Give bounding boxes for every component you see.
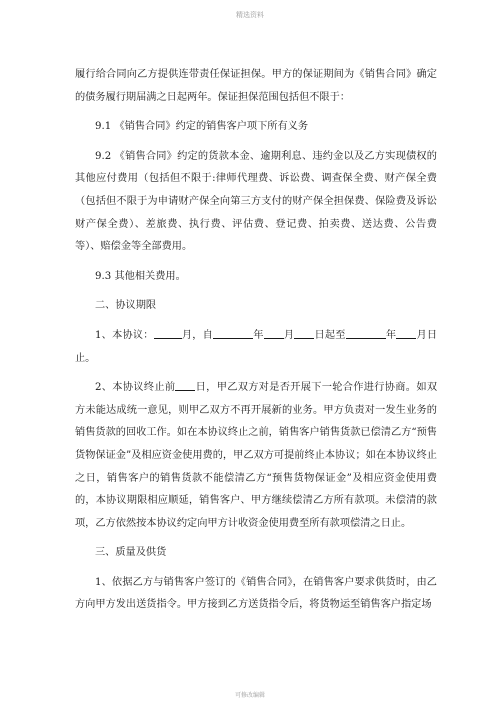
blank-days-before: [175, 380, 195, 391]
document-body: [75, 64, 437, 617]
paragraph-quality-1: 1、依据乙方与销售客户签订的《销售合同》，在销售客户要求供货时，由乙方向甲方发出送货指令。甲方接到乙方送货指令后，将货物运至销售客户指定场: [75, 576, 437, 611]
term-text-a: 1、本协议：: [95, 329, 154, 341]
term-text-h: 日止。: [75, 329, 438, 364]
blank-end-month: [396, 328, 416, 339]
term2-text-b: 日，甲乙双方对是否开展下一轮合作进行协商。如双方未能达成统一意见，则甲乙双方不再开展新的业务。甲方负责对一发生业务的销售货款的回收工作。如在本协议终止之前，销售客户销售货款已偿清乙方“预售货物保证金”及相应资金使用费的，甲乙双方可提前终止本协议；如在本协议终止之日，销售客户的销售货款不能偿清乙方“预售货物保证金”及相应资金使用费的，本协议期限相应顺延，销售客户、甲方继续偿清乙方所有款项。未偿清的款项，乙方依然按本协议约定向甲方计收资金使用费至所有款项偿清之日止。: [75, 382, 438, 529]
term-text-e: 日起至: [314, 329, 346, 341]
blank-months: [154, 328, 182, 339]
blank-start-year: [213, 328, 253, 339]
term-text-f: 年: [385, 329, 397, 341]
paragraph-9-2: 9.2 《销售合同》约定的货款本金、逾期利息、违约金以及乙方实现债权的其他应付费用（包括但不限于:律师代理费、诉讼费、调查保全费、财产保全费（包括但不限于为申请财产保全向第三方支付的财产保全担保费、保险费及诉讼财产保全费）、差旅费、执行费、评估费、登记费、拍卖费、送达费、公告费等）、赔偿金等全部费用。: [75, 150, 437, 253]
paragraph-9-3: 9.3 其他相关费用。: [95, 270, 186, 282]
paragraph-9-1: 9.1 《销售合同》约定的销售客户项下所有义务: [95, 121, 309, 133]
blank-start-month: [264, 328, 284, 339]
term-text-g: 月: [416, 329, 427, 341]
term2-text-a: 2、本协议终止前: [95, 382, 176, 394]
header-note: 精选资料: [236, 11, 264, 19]
term-text-d: 月: [283, 329, 295, 341]
paragraph-term-1: [75, 325, 437, 370]
blank-end-year: [346, 328, 386, 339]
term-text-c: 年: [253, 329, 264, 341]
footer-note: 可修改编辑: [234, 692, 265, 699]
term-text-b: 月，自: [181, 329, 214, 341]
paragraph-term-2: [75, 377, 437, 535]
section-heading-term: 二、协议期限: [95, 300, 157, 312]
paragraph-guarantee-period: 履行给合同向乙方提供连带责任保证担保。甲方的保证期间为《销售合同》确定的债务履行期届满之日起两年。保证担保范围包括但不限于：: [75, 69, 437, 103]
blank-start-day: [294, 328, 314, 339]
section-heading-quality: 三、质量及供货: [95, 547, 167, 559]
